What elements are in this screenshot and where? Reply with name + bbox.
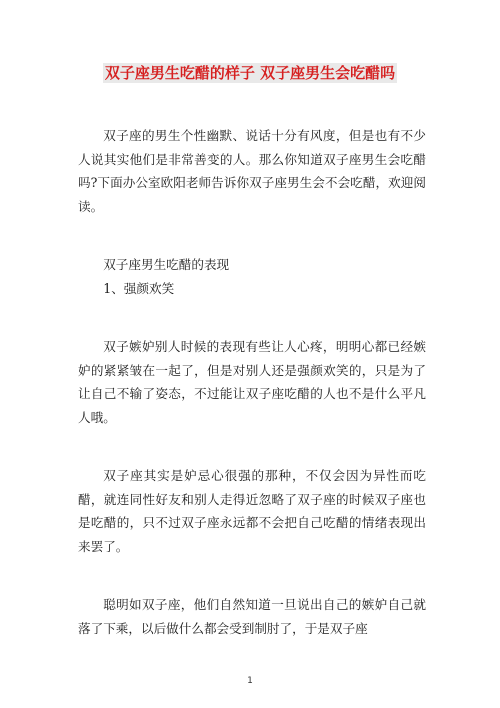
body-paragraph: 双子座其实是妒忌心很强的那种，不仅会因为异性而吃醋，就连同性好友和别人走得近忽略了双子座的时候双子座也是吃醋的，只不过双子座永远都不会把自己吃醋的情绪表现出来罢了。 bbox=[78, 468, 426, 554]
document-title bbox=[0, 62, 500, 84]
intro-paragraph: 双子座的男生个性幽默、说话十分有风度，但是也有不少人说其实他们是非常善变的人。那么你知道双子座男生会吃醋吗?下面办公室欧阳老师告诉你双子座男生会不会吃醋，欢迎阅读。 bbox=[78, 128, 426, 214]
body-paragraph: 聪明如双子座，他们自然知道一旦说出自己的嫉妒自己就落了下乘，以后做什么都会受到制肘了，于是双子座 bbox=[78, 597, 426, 636]
page-number: 1 bbox=[247, 676, 253, 686]
body-paragraph: 双子嫉妒别人时候的表现有些让人心疼，明明心都已经嫉妒的紧紧皱在一起了，但是对别人还是强颜欢笑的，只是为了让自己不输了姿态，不过能让双子座吃醋的人也不是什么平凡人哦。 bbox=[78, 339, 426, 425]
subsection-heading: 1、强颜欢笑 bbox=[103, 280, 175, 296]
document-title-text: 双子座男生吃醋的样子 双子座男生会吃醋吗 bbox=[104, 64, 396, 82]
section-heading: 双子座男生吃醋的表现 bbox=[103, 257, 230, 272]
document-body bbox=[78, 124, 426, 675]
